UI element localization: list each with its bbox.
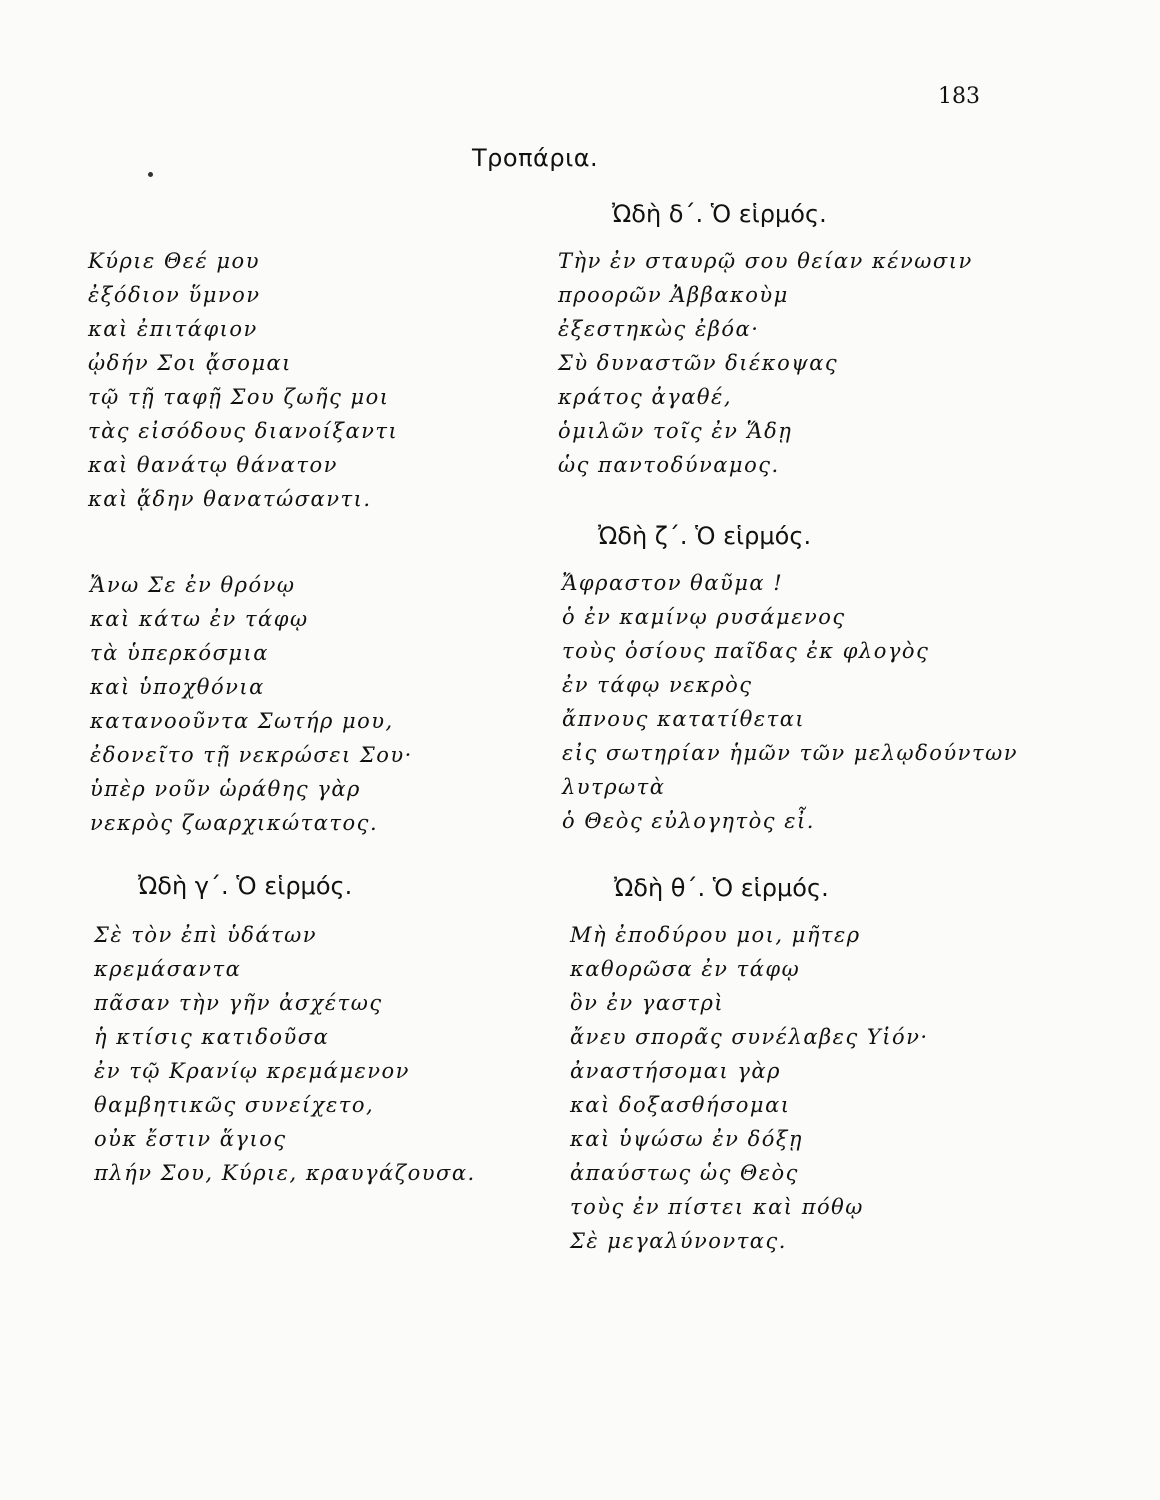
verse-line: ἐν τῷ Κρανίῳ κρεμάμενον <box>94 1059 410 1083</box>
verse-line: ἐν τάφῳ νεκρὸς <box>562 673 753 697</box>
verse-line: εἰς σωτηρίαν ἡμῶν τῶν μελῳδούντων <box>562 741 1018 765</box>
verse-line: ᾠδήν Σοι ᾄσομαι <box>88 351 292 375</box>
ink-dot <box>148 172 153 177</box>
verse-line: κατανοοῦντα Σωτήρ μου, <box>90 709 394 733</box>
verse-line: πᾶσαν τὴν γῆν ἀσχέτως <box>94 991 383 1015</box>
left-stanza-1 <box>88 244 398 516</box>
verse-line: ὃν ἐν γαστρὶ <box>570 991 725 1015</box>
verse-line: ἡ κτίσις κατιδοῦσα <box>94 1025 330 1049</box>
verse-line: καὶ κάτω ἐν τάφῳ <box>90 607 309 631</box>
verse-line: τῷ τῇ ταφῇ Σου ζωῆς μοι <box>88 385 390 409</box>
verse-line: τὰς εἰσόδους διανοίξαντι <box>88 419 399 443</box>
verse-line: καθορῶσα ἐν τάφῳ <box>570 957 801 981</box>
verse-line: ὁμιλῶν τοῖς ἐν Ἅδῃ <box>558 419 793 443</box>
verse-line: ἐξόδιον ὕμνον <box>88 283 261 307</box>
verse-line: καὶ ὑποχθόνια <box>90 675 265 699</box>
verse-line: κράτος ἀγαθέ, <box>558 385 732 409</box>
verse-line: τὰ ὑπερκόσμια <box>90 641 269 665</box>
verse-line: προορῶν Ἀββακοὺμ <box>558 283 789 307</box>
verse-line: Μὴ ἐποδύρου μοι, μῆτερ <box>570 923 861 947</box>
verse-line: κρεμάσαντα <box>94 957 242 981</box>
verse-line: ὁ ἐν καμίνῳ ρυσάμενος <box>562 605 846 629</box>
left-stanza-2 <box>90 568 413 840</box>
verse-line: τοὺς ὁσίους παῖδας ἐκ φλογὸς <box>562 639 930 663</box>
ode-3-heading: Ὠδὴ γ΄. Ὁ εἱρμός. <box>138 872 353 900</box>
ode-3-text <box>94 918 476 1190</box>
ode-9-text <box>570 918 929 1258</box>
verse-line: Σὺ δυναστῶν διέκοψας <box>558 351 839 375</box>
verse-line: καὶ ἐπιτάφιον <box>88 317 258 341</box>
verse-line: Σὲ μεγαλύνοντας. <box>570 1229 787 1253</box>
verse-line: ἐδονεῖτο τῇ νεκρώσει Σου· <box>90 743 413 767</box>
verse-line: καὶ ᾅδην θανατώσαντι. <box>88 487 372 511</box>
verse-line: οὐκ ἔστιν ἅγιος <box>94 1127 287 1151</box>
verse-line: ὁ Θεὸς εὐλογητὸς εἶ. <box>562 809 815 833</box>
verse-line: ὡς παντοδύναμος. <box>558 453 780 477</box>
verse-line: ἐξεστηκὼς ἐβόα· <box>558 317 760 341</box>
verse-line: τοὺς ἐν πίστει καὶ πόθῳ <box>570 1195 864 1219</box>
ode-7-text <box>562 566 1018 838</box>
verse-line: νεκρὸς ζωαρχικώτατος. <box>90 811 379 835</box>
ode-4-heading: Ὠδὴ δ΄. Ὁ εἱρμός. <box>612 200 827 228</box>
page-number: 183 <box>938 84 980 109</box>
ode-7-heading: Ὠδὴ ζ΄. Ὁ εἱρμός. <box>598 522 812 550</box>
verse-line: ἀπαύστως ὡς Θεὸς <box>570 1161 799 1185</box>
verse-line: πλήν Σου, Κύριε, κραυγάζουσα. <box>94 1161 476 1185</box>
ode-4-text <box>558 244 973 482</box>
verse-line: ἄνευ σπορᾶς συνέλαβες Υἱόν· <box>570 1025 929 1049</box>
page-title: Τροπάρια. <box>472 144 599 172</box>
ode-9-heading: Ὠδὴ θ΄. Ὁ εἱρμός. <box>614 874 829 902</box>
verse-line: Σὲ τὸν ἐπὶ ὑδάτων <box>94 923 318 947</box>
verse-line: Ἄνω Σε ἐν θρόνῳ <box>90 573 296 597</box>
verse-line: καὶ δοξασθήσομαι <box>570 1093 791 1117</box>
verse-line: Κύριε Θεέ μου <box>88 249 260 273</box>
verse-line: ἄπνους κατατίθεται <box>562 707 806 731</box>
verse-line: Τὴν ἐν σταυρῷ σου θείαν κένωσιν <box>558 249 973 273</box>
verse-line: λυτρωτὰ <box>562 775 666 799</box>
verse-line: θαμβητικῶς συνείχετο, <box>94 1093 375 1117</box>
verse-line: ὑπὲρ νοῦν ὡράθης γὰρ <box>90 777 361 801</box>
verse-line: ἀναστήσομαι γὰρ <box>570 1059 781 1083</box>
verse-line: καὶ ὑψώσω ἐν δόξῃ <box>570 1127 803 1151</box>
verse-line: καὶ θανάτῳ θάνατον <box>88 453 338 477</box>
verse-line: Ἄφραστον θαῦμα ! <box>562 571 784 595</box>
